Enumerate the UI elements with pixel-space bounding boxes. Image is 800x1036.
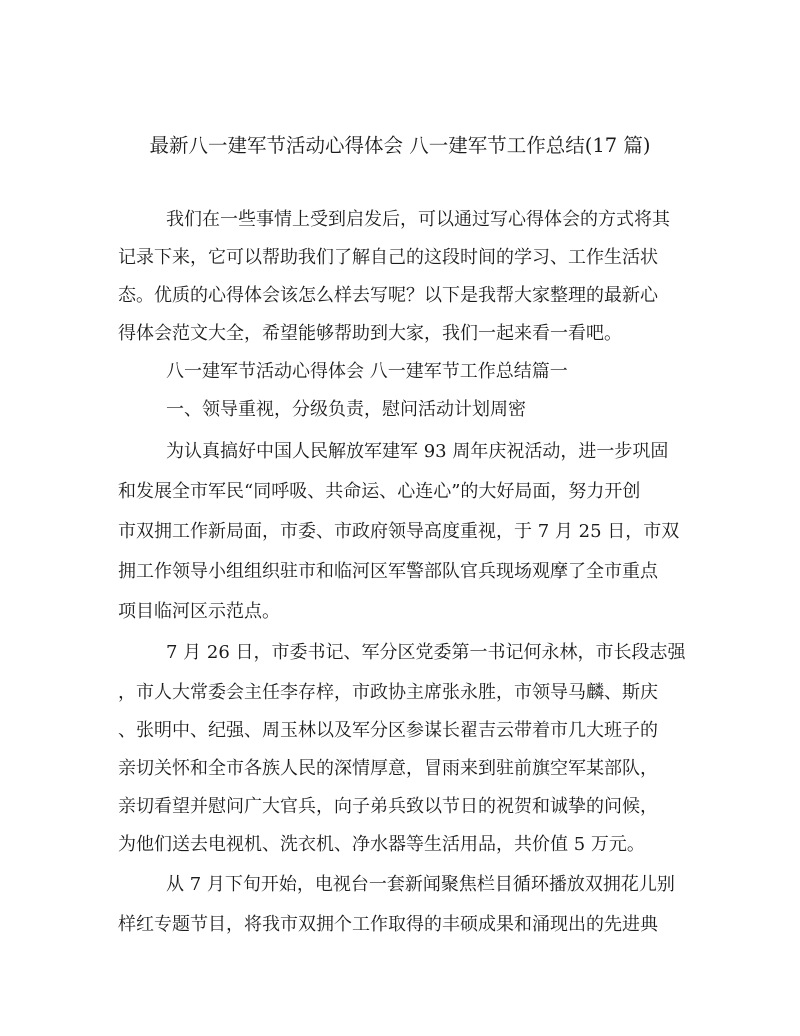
paragraph-line: 7 月 26 日，市委书记、军分区党委第一书记何永林，市长段志强 [166, 642, 686, 663]
paragraph-line: 和发展全市军民“同呼吸、共命运、心连心”的大好局面，努力开创 [118, 481, 641, 502]
paragraph-line: 得体会范文大全，希望能够帮助到大家，我们一起来看一看吧。 [118, 323, 622, 344]
document-title: 最新八一建军节活动心得体会 八一建军节工作总结(17 篇) [149, 134, 651, 157]
paragraph-line: 我们在一些事情上受到启发后，可以通过写心得体会的方式将其 [166, 209, 670, 230]
paragraph-line: 记录下来，它可以帮助我们了解自己的这段时间的学习、工作生活状 [118, 247, 658, 268]
paragraph-line: 市双拥工作新局面，市委、市政府领导高度重视，于 7 月 25 日，市双 [118, 521, 680, 542]
subsection-heading: 一、领导重视，分级负责，慰问活动计划周密 [166, 399, 526, 420]
paragraph-line: 亲切看望并慰问广大官兵，向子弟兵致以节日的祝贺和诚挚的问候， [118, 796, 658, 817]
paragraph-line: 态。优质的心得体会该怎么样去写呢？以下是我帮大家整理的最新心 [118, 285, 658, 306]
paragraph-line: 为认真搞好中国人民解放军建军 93 周年庆祝活动，进一步巩固 [166, 441, 669, 462]
section-heading: 八一建军节活动心得体会 八一建军节工作总结篇一 [166, 361, 568, 382]
paragraph-line: 样红专题节目，将我市双拥个工作取得的丰硕成果和涌现出的先进典 [118, 914, 658, 935]
paragraph-line: 为他们送去电视机、洗衣机、净水器等生活用品，共价值 5 万元。 [118, 834, 645, 855]
paragraph-line: 、张明中、纪强、周玉林以及军分区参谋长翟吉云带着市几大班子的 [118, 720, 658, 741]
paragraph-line: 项目临河区示范点。 [118, 601, 280, 622]
paragraph-line: 拥工作领导小组组织驻市和临河区军警部队官兵现场观摩了全市重点 [118, 561, 658, 582]
paragraph-line: 亲切关怀和全市各族人民的深情厚意，冒雨来到驻前旗空军某部队， [118, 758, 658, 779]
paragraph-line: 从 7 月下旬开始，电视台一套新闻聚焦栏目循环播放双拥花儿别 [166, 874, 675, 895]
paragraph-line: ，市人大常委会主任李存梓，市政协主席张永胜，市领导马麟、斯庆 [118, 682, 658, 703]
